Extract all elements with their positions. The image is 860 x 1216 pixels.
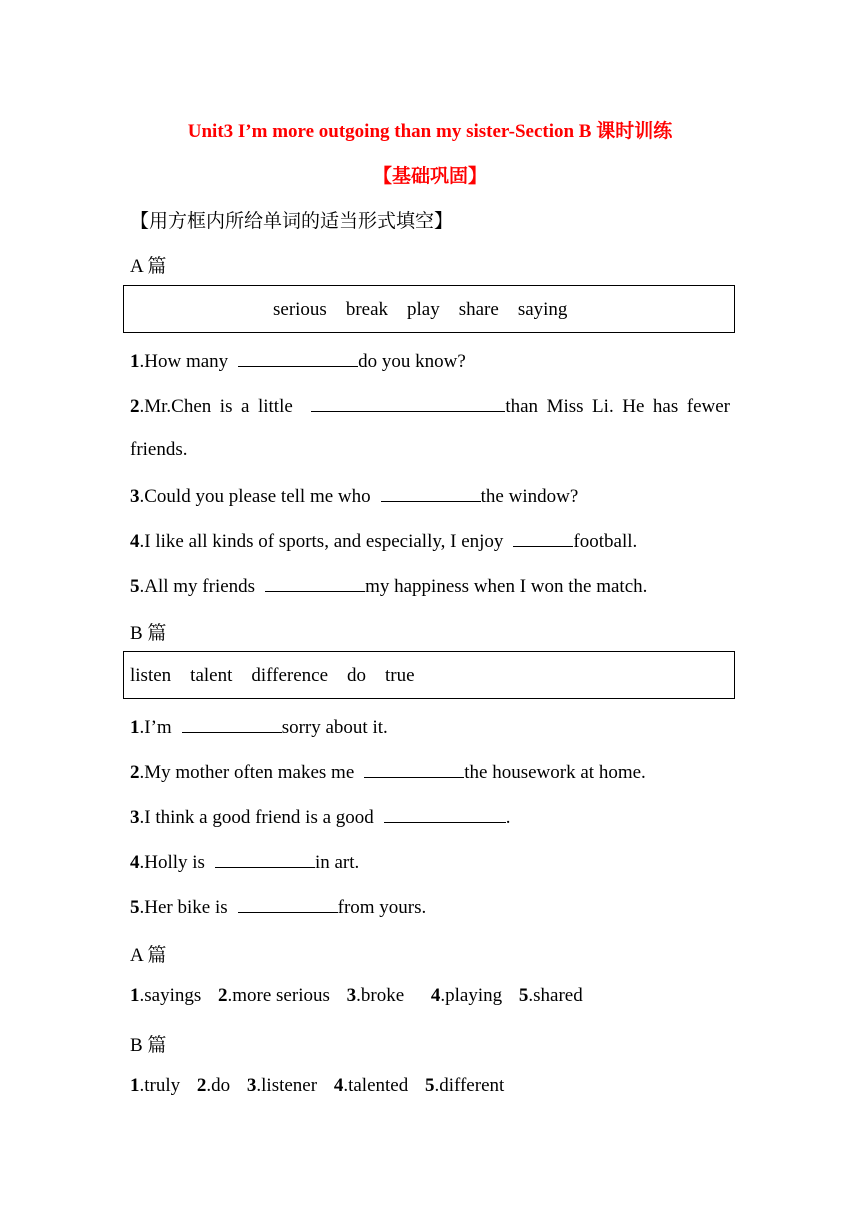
question-text: . [505,807,511,828]
answer-text: .truly [139,1075,181,1096]
answer-blank[interactable] [182,715,282,733]
answer-blank[interactable] [381,484,481,502]
answer-blank[interactable] [311,394,505,412]
answer-text: .do [206,1075,231,1096]
question-a2 [130,394,730,418]
instruction: 【用方框内所给单词的适当形式填空】 [130,211,454,232]
question-b1 [130,715,388,739]
answer-number: 2 [218,985,228,1006]
question-text: do you know? [358,351,466,372]
answer-blank[interactable] [513,529,573,547]
question-a3 [130,484,578,508]
answer-text: .shared [528,985,583,1006]
question-number: 4 [130,852,140,873]
answer-number: 4 [333,1075,344,1096]
question-text: .Her bike is [139,897,228,918]
section-b-word-box [123,651,735,699]
question-number: 4 [130,531,140,552]
question-text: sorry about it. [281,717,388,738]
answer-blank[interactable] [215,850,315,868]
answer-number: 5 [424,1075,435,1096]
question-b5 [130,895,426,919]
answer-number: 1 [130,1075,140,1096]
question-text: the window? [480,486,579,507]
answer-number: 5 [518,985,529,1006]
question-text: .All my friends [139,576,256,597]
word-list: serious break play share saying [273,299,568,320]
question-text: football. [573,531,638,552]
question-a4 [130,529,637,553]
section-b-label: B 篇 [130,623,167,644]
section-heading: 【基础巩固】 [372,166,487,187]
question-b3 [130,805,511,829]
answer-number: 2 [196,1075,207,1096]
document-title: Unit3 I’m more outgoing than my sister-Section B 课时训练 [187,121,673,142]
answer-number: 3 [246,1075,257,1096]
question-text: than Miss Li. He has fewer [505,396,730,417]
answer-text: .listener [256,1075,318,1096]
answer-number: 4 [430,985,441,1006]
answer-blank[interactable] [238,349,358,367]
question-text: the housework at home. [464,762,646,783]
section-a-word-box [123,285,735,333]
section-a-label: A 篇 [130,256,167,277]
question-number: 1 [130,717,140,738]
question-text: from yours. [337,897,427,918]
question-text: .Could you please tell me who [139,486,371,507]
question-number: 2 [130,762,140,783]
answer-text: .more serious [227,985,330,1006]
answers-a-label: A 篇 [130,945,167,966]
question-text: .Holly is [139,852,205,873]
answer-text: .playing [440,985,503,1006]
answer-text: .sayings [139,985,202,1006]
question-text: .Mr.Chen is a little [139,396,293,417]
answers-b-label: B 篇 [130,1035,167,1056]
question-text: my happiness when I won the match. [365,576,648,597]
answer-blank[interactable] [384,805,506,823]
question-number: 3 [130,486,140,507]
question-text: in art. [314,852,360,873]
question-a1 [130,349,466,373]
question-number: 5 [130,897,140,918]
answers-b [130,1075,504,1097]
answer-number: 1 [130,985,140,1006]
question-number: 2 [130,396,140,417]
question-number: 3 [130,807,140,828]
question-text: .I’m [139,717,172,738]
question-a2-continued: friends. [130,439,188,460]
question-b4 [130,850,359,874]
answer-text: .broke [356,985,405,1006]
question-number: 1 [130,351,140,372]
answers-a [130,985,583,1007]
answer-blank[interactable] [238,895,338,913]
question-number: 5 [130,576,140,597]
question-b2 [130,760,646,784]
word-list: listen talent difference do true [130,665,415,686]
question-text: .My mother often makes me [139,762,355,783]
answer-blank[interactable] [265,574,365,592]
answer-number: 3 [346,985,357,1006]
answer-blank[interactable] [364,760,464,778]
answer-text: .talented [343,1075,409,1096]
answer-text: .different [434,1075,505,1096]
question-a5 [130,574,647,598]
question-text: .I like all kinds of sports, and especially, I enjoy [139,531,504,552]
question-text: .How many [139,351,229,372]
question-text: .I think a good friend is a good [139,807,374,828]
